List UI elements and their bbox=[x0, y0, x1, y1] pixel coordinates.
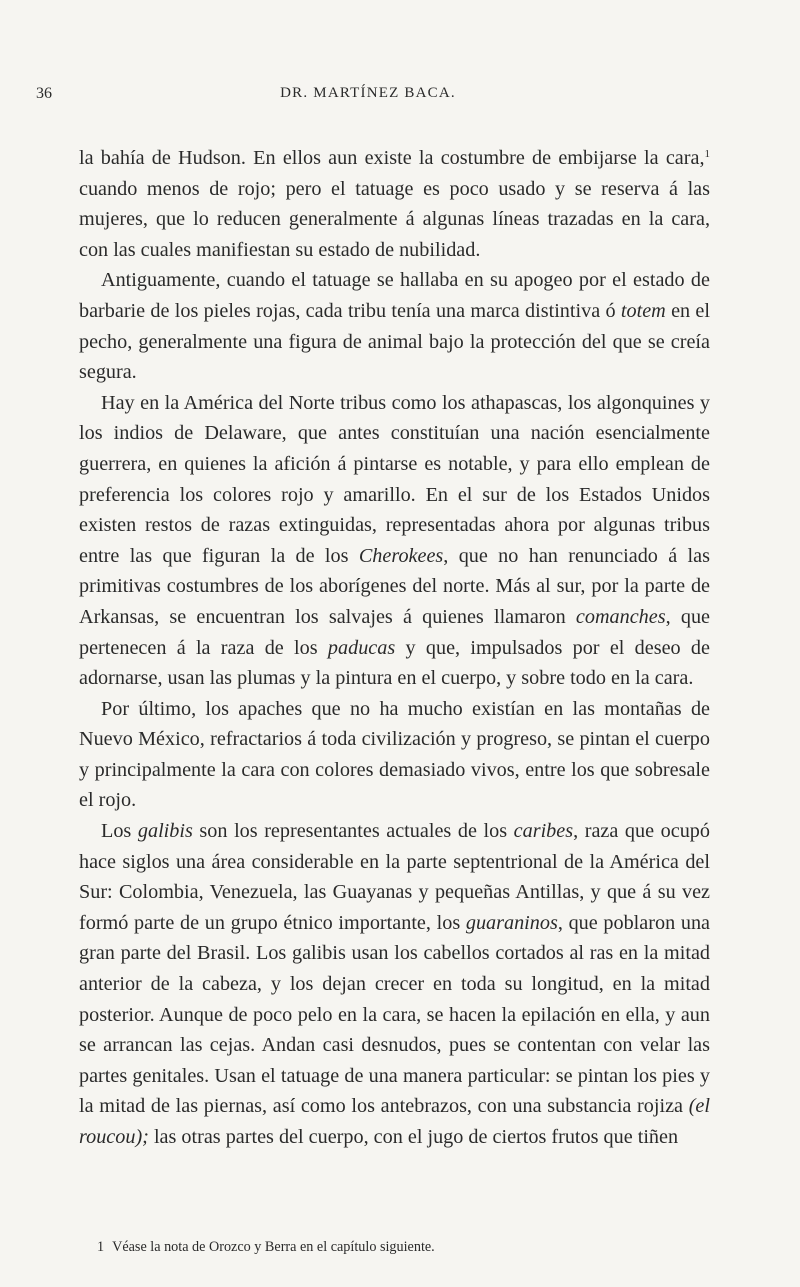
paragraph-2: Antiguamente, cuando el tatuage se hallaba en su apogeo por el estado de barbarie de los pieles rojas, cada tribu tenía una marca distintiva ó totem en el pecho, generalmente una figura de animal bajo la protección del que se creía segura. bbox=[79, 269, 710, 384]
italic-term: (el roucou); bbox=[79, 1095, 710, 1148]
footnote-number: 1 bbox=[97, 1239, 105, 1255]
italic-term: paducas bbox=[327, 636, 396, 659]
page-number: 36 bbox=[36, 85, 52, 102]
running-head: DR. MARTÍNEZ BACA. bbox=[280, 85, 456, 101]
italic-term: caribes bbox=[513, 820, 574, 843]
italic-term: Cherokees bbox=[358, 544, 444, 567]
paragraph-4: Por último, los apaches que no ha mucho existían en las montañas de Nuevo México, refractarios á toda civilización y progreso, se pintan el cuerpo y principalmente la cara con colores demasiado vivos, entre los que sobresale el rojo. bbox=[79, 697, 710, 812]
italic-term: galibis bbox=[137, 820, 193, 843]
footnote-text: Véase la nota de Orozco y Berra en el capítulo siguiente. bbox=[112, 1239, 435, 1255]
paragraph-1: la bahía de Hudson. En ellos aun existe la costumbre de embijarse la cara,$^1$ cuando menos de rojo; pero el tatuage es poco usado y se reserva á las mujeres, que lo reducen generalmente á algunas líneas trazadas en la cara, con las cuales manifiestan su estado de nubilidad. bbox=[79, 147, 710, 261]
italic-term: comanches bbox=[575, 605, 666, 628]
italic-term: totem bbox=[620, 299, 666, 322]
italic-term: guaraninos bbox=[465, 911, 558, 934]
footnote-reference: 1 bbox=[704, 148, 710, 160]
body-text bbox=[79, 143, 710, 1153]
page-header bbox=[36, 85, 700, 109]
paragraph-5: Los galibis son los representantes actuales de los caribes, raza que ocupó hace siglos una área considerable en la parte septentrional de la América del Sur: Colombia, Venezuela, las Guayanas y pequeñas Antillas, y que á su vez formó parte de un grupo étnico importante, los guaraninos, que poblaron una gran parte del Brasil. Los galibis usan los cabellos cortados al ras en la mitad anterior de la cabeza, y los dejan crecer en toda su longitud, en la mitad posterior. Aunque de poco pelo en la cara, se hacen la epilación en ella, y aun se arrancan las cejas. Andan casi desnudos, pues se contentan con velar las partes genitales. Usan el tatuage de una manera particular: se pintan los pies y la mitad de las piernas, así como los antebrazos, con una substancia rojiza (el roucou); las otras partes del cuerpo, con el jugo de ciertos frutos que tiñen bbox=[79, 820, 710, 1148]
footnote bbox=[97, 1238, 717, 1256]
paragraph-3: Hay en la América del Norte tribus como los athapascas, los algonquines y los indios de Delaware, que antes constituían una nación esencialmente guerrera, en quienes la afición á pintarse es notable, y para ello emplean de preferencia los colores rojo y amarillo. En el sur de los Estados Unidos existen restos de razas extinguidas, representadas ahora por algunas tribus entre las que figuran la de los Cherokees, que no han renunciado á las primitivas costumbres de los aborígenes del norte. Más al sur, por la parte de Arkansas, se encuentran los salvajes á quienes llamaron comanches, que pertenecen á la raza de los paducas y que, impulsados por el deseo de adornarse, usan las plumas y la pintura en el cuerpo, y sobre todo en la cara. bbox=[79, 391, 710, 690]
